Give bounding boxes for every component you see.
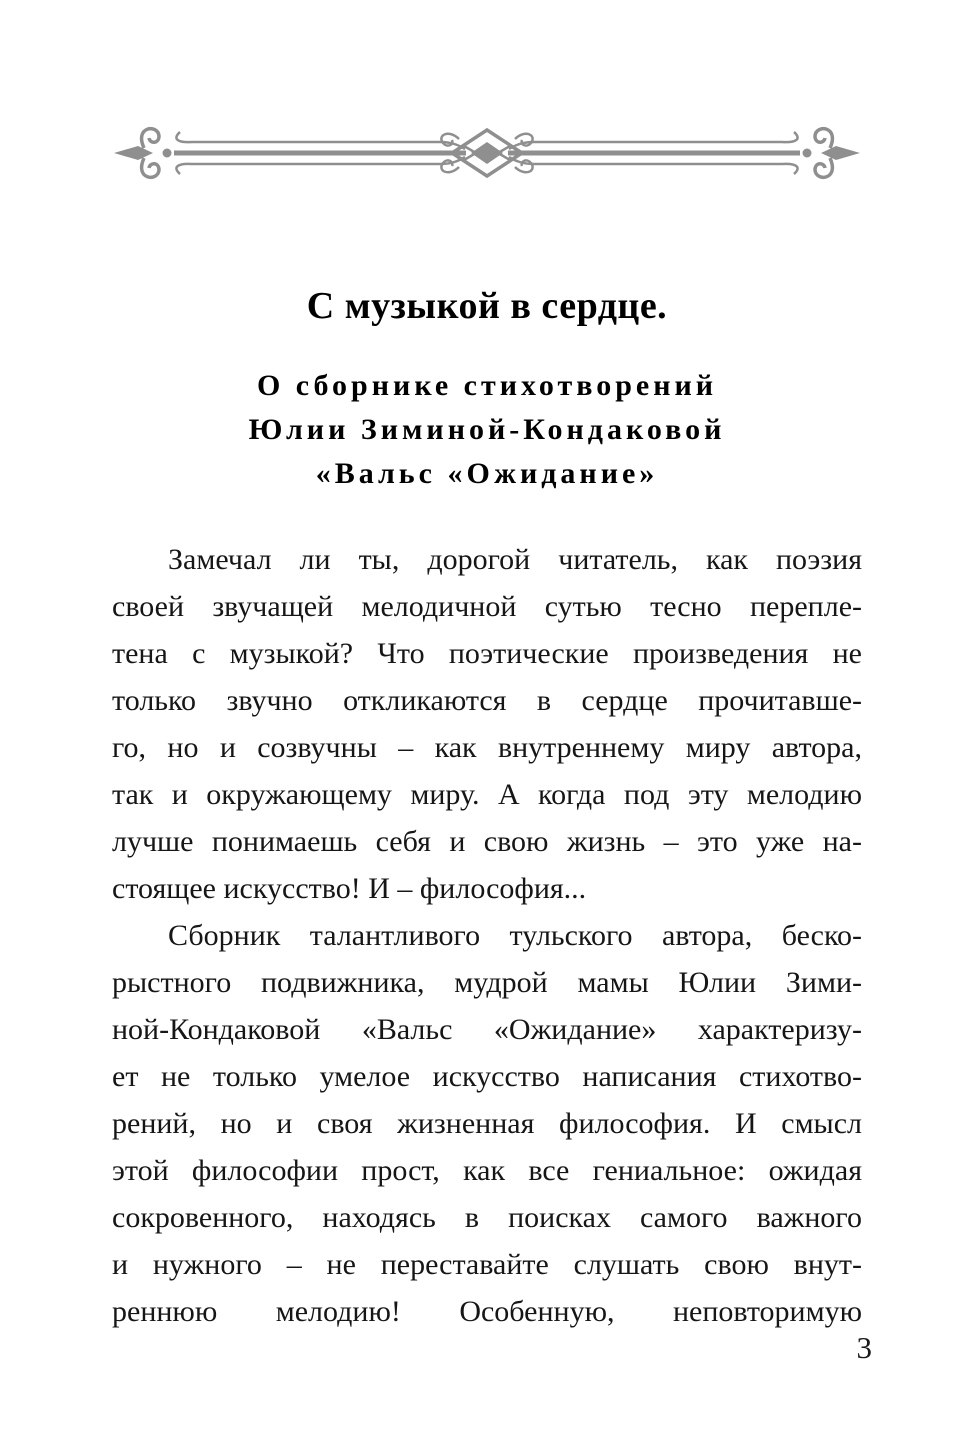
text-line: го, но и созвучны – как внутреннему миру автора,: [112, 731, 862, 764]
text-line: своей звучащей мелодичной сутью тесно перепле-: [112, 590, 862, 623]
divider-center-knot: [441, 130, 532, 176]
paragraph-1: [112, 536, 862, 912]
page-title: С музыкой в сердце.: [306, 285, 668, 327]
text-line: ной-Кондаковой «Вальс «Ожидание» характеризу-: [112, 1013, 862, 1046]
subtitle-line-2: Юлии Зиминой-Кондаковой: [248, 413, 726, 446]
text-line: Замечал ли ты, дорогой читатель, как поэзия: [168, 543, 862, 576]
text-line: сокровенного, находясь в поисках самого важного: [112, 1201, 862, 1234]
text-line: лучше понимаешь себя и свою жизнь – это уже на-: [112, 825, 862, 858]
page-number: 3: [856, 1330, 872, 1365]
text-line: этой философии прост, как все гениальное: ожидая: [112, 1154, 862, 1187]
subtitle-line-1: О сборнике стихотворений: [256, 369, 718, 402]
text-line: только звучно откликаются в сердце прочитавше-: [112, 684, 862, 717]
divider-ornament-icon: [112, 122, 862, 184]
text-line: ет не только умелое искусство написания стихотво-: [112, 1060, 862, 1093]
decorative-divider-ornament: [112, 122, 862, 184]
text-column: [112, 0, 862, 1335]
text-line: рений, но и своя жизненная философия. И смысл: [112, 1107, 862, 1140]
subtitle: [112, 364, 862, 496]
paragraph-2: [112, 912, 862, 1335]
body-text: [112, 536, 862, 1335]
text-line: стоящее искусство! И – философия...: [112, 872, 587, 905]
text-line: рыстного подвижника, мудрой мамы Юлии Зими-: [112, 966, 862, 999]
subtitle-line-3: «Вальс «Ожидание»: [315, 457, 659, 490]
text-line: и нужного – не переставайте слушать свою внут-: [112, 1248, 862, 1281]
text-line: Сборник талантливого тульского автора, беско-: [168, 919, 862, 952]
text-line: тена с музыкой? Что поэтические произведения не: [112, 637, 862, 670]
text-line: так и окружающему миру. А когда под эту мелодию: [112, 778, 862, 811]
text-line: реннюю мелодию! Особенную, неповторимую: [112, 1295, 862, 1328]
